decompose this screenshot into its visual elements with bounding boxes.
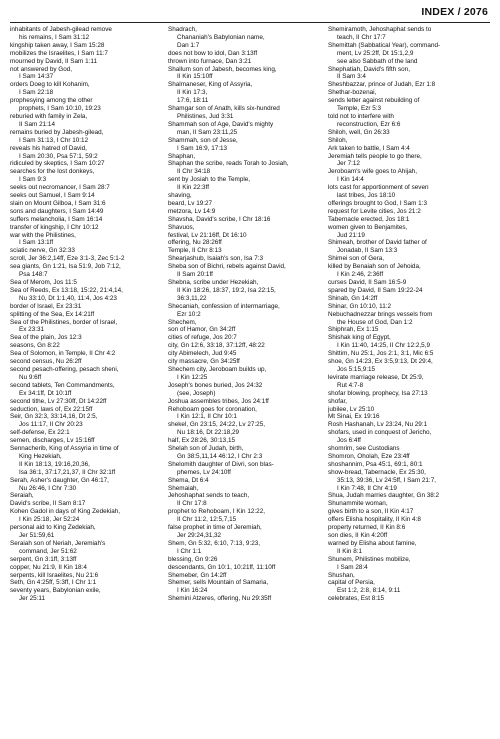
index-entry-line: war with the Philistines, <box>10 231 76 239</box>
index-entry-line: Nu 18:16, Dt 22:18,29 <box>177 429 240 437</box>
index-entry-line: Shishak king of Egypt, <box>328 334 391 342</box>
index-entry-line: I Sam 13:1ff <box>19 239 54 247</box>
index-entry-line: seeks out Samuel, I Sam 9:14 <box>10 192 95 200</box>
index-entry-line: Shittim, Nu 25:1, Jos 2:1, 3:1, Mic 6:5 <box>328 350 434 358</box>
index-entry-line: descendants, Gn 10:1, 10:21ff, 11:10ff <box>168 563 276 571</box>
index-entry-line: Mt Sinai, Ex 19:16 <box>328 413 380 421</box>
index-entry-line: prophet to Rehoboam, I Kin 12:22, <box>168 508 265 516</box>
index-entry-line: self-defense, Ex 22:1 <box>10 429 70 437</box>
index-entry-line: Shem, Gn 5:32, 6:10, 7:13, 9:23, <box>168 539 261 547</box>
index-entry-line: Joshua assembles tribes, Jos 24:1ff <box>168 397 269 405</box>
index-entry-line: Serah, Asher's daughter, Gn 46:17, <box>10 476 109 484</box>
index-entry-line: shoe, Gn 14:23, Ex 3:5,9:13, Dt 29:4, <box>328 358 433 366</box>
index-entry-line: kingship taken away, I Sam 15:28 <box>10 41 105 49</box>
index-entry-line: lots cast for apportionment of seven <box>328 184 429 192</box>
index-entry-line: II Chr 17:8 <box>177 500 207 508</box>
index-entry-line: Jonadab, II Sam 13:3 <box>337 247 398 255</box>
index-entry-line: David's scribe, II Sam 8:17 <box>10 500 86 508</box>
index-entry-line: Shadrach, <box>168 26 197 33</box>
index-entry-line: ment, Lv 25:2ff, Dt 15:1,2,9 <box>337 49 414 57</box>
index-entry-line: slain on Mount Gilboa, I Sam 31:6 <box>10 199 106 207</box>
index-entry-line: Shechem, <box>168 318 197 326</box>
index-column-3 <box>328 26 492 603</box>
index-entry-line: offerings brought to God, I Sam 1:3 <box>328 199 427 207</box>
index-entry-line: warned by Elisha about famine, <box>328 539 417 547</box>
index-entry-line: Seir, Gn 32:3, 33:14,16, Dt 2:5, <box>10 413 98 421</box>
index-entry-line: not answered by God, <box>10 65 73 73</box>
index-entry-line: seduction, laws of, Ex 22:15ff <box>10 405 93 413</box>
index-entry-line: mobilizes the Israelites, I Sam 11:7 <box>10 49 108 57</box>
index-entry-line: Shinar, Gn 10:10, 11:2 <box>328 302 392 310</box>
index-entry-line: second tithe, Lv 27:30ff, Dt 14:22ff <box>10 397 107 405</box>
index-entry-line: Shema, Dt 6:4 <box>168 476 209 484</box>
index-entry-line: festival, Lv 21:16ff, Dt 16:10 <box>168 231 247 239</box>
index-entry-line: blessing, Gn 9:26 <box>168 555 218 563</box>
index-entry-line: II Kin 18:26, 18:37, 19:2, Isa 22:15, <box>177 286 276 294</box>
index-entry-line: Seth, Gn 4:25ff, 5:3ff, I Chr 1:1 <box>10 579 97 587</box>
index-entry-line: I Sam 20:30, Psa 57:1, 59:2 <box>19 152 98 160</box>
index-entry-line: Sea of Merom, Jos 11:5 <box>10 279 77 286</box>
index-entry-line: II Chr 11:2, 12:5,7,15 <box>177 516 237 524</box>
index-entry-line: Shimei son of Gera, <box>328 255 385 263</box>
index-entry-line: inhabitants of Jabesh-gilead remove <box>10 26 112 33</box>
index-entry-line: Sheshbazzar, prince of Judah, Ezr 1:8 <box>328 81 436 89</box>
index-entry-line: Sea of the Philistines, border of Israel, <box>10 318 118 326</box>
index-entry-line: seasons, Gn 8:22 <box>10 342 60 350</box>
index-entry-line: Jos 11:17, II Chr 20:23 <box>19 421 83 429</box>
index-entry-line: Shemittah (Sabbatical Year), command- <box>328 41 441 49</box>
index-entry-line: metzora, Lv 14:9 <box>168 207 216 215</box>
index-entry-line: I Sam 14:37 <box>19 73 54 81</box>
index-entry-line: cities of refuge, Jos 20:7 <box>168 334 237 342</box>
index-entry-line: Shammah, son of Jesse, <box>168 136 238 144</box>
index-entry-line: Shearjashub, Isaiah's son, Isa 7:3 <box>168 255 264 263</box>
index-entry-line: curses David, II Sam 16:5-9 <box>328 279 407 286</box>
index-entry-line: I Kin 12:1, II Chr 10:1 <box>177 413 237 421</box>
index-entry-line: last tribes, Jos 18:10 <box>337 192 396 200</box>
index-entry-line: Shaphan, <box>168 152 196 160</box>
index-entry-line: sent by Josiah to the Temple, <box>168 176 251 184</box>
index-entry-line: false prophet in time of Jeremiah, <box>168 524 262 532</box>
index-entry-line: second census, Nu 26:2ff <box>10 358 82 366</box>
index-entry-line: Shemini Atzeres, offering, Nu 29:35ff <box>168 595 272 603</box>
index-entry-line: Seraiah, <box>10 492 34 500</box>
index-entry-line: Shephatiah, David's fifth son, <box>328 65 410 73</box>
index-entry-line: Shomron, Oholah, Eze 23:4ff <box>328 452 410 460</box>
page-header <box>10 6 490 23</box>
index-entry-line: Jos 5:15,9:15 <box>337 365 376 373</box>
index-entry-line: semen, discharges, Lv 15:16ff <box>10 437 95 445</box>
index-entry-line: Nu 33:10, Dt 1:1,40, 11:4, Jos 4:23 <box>19 294 117 302</box>
index-entry-line: Jud 21:19 <box>337 231 365 239</box>
index-entry-line: border of Israel, Ex 23:31 <box>10 302 82 310</box>
index-entry-line: II Kin 17:3, <box>177 89 208 97</box>
index-entry-line: gives birth to a son, II Kin 4:17 <box>328 508 414 516</box>
index-entry-line: the House of God, Dan 1:2 <box>337 318 413 326</box>
index-entry-line: Dan 1:7 <box>177 41 200 49</box>
index-entry-line: copper, Nu 21:9, II Kin 18:4 <box>10 563 87 571</box>
index-entry-line: Psa 148:7 <box>19 271 48 279</box>
index-entry-line: offers Elisha hospitality, II Kin 4:8 <box>328 516 421 524</box>
index-entry-line: Shushan, <box>328 571 355 579</box>
index-entry-line: command, Jer 51:62 <box>19 547 77 555</box>
index-entry-line: II Kin 8:1 <box>337 547 363 555</box>
index-entry-line: sons and daughters, I Sam 14:49 <box>10 207 104 215</box>
index-entry-line: son of Hamor, Gn 34:2ff <box>168 326 236 334</box>
index-entry-line: request for Levite cities, Jos 21:2 <box>328 207 421 215</box>
index-entry-line: Jeremiah tells people to go there, <box>328 152 422 160</box>
index-entry-line: shekel, Gn 23:15, 24:22, Lv 27:25, <box>168 421 265 429</box>
index-entry-line: Temple, Ezr 5:3 <box>337 105 382 113</box>
index-entry-line: Shelomith daughter of Divri, son blas- <box>168 460 274 468</box>
index-entry-line: II Chr 34:18 <box>177 168 211 176</box>
index-entry-line: Jer 7:12 <box>337 160 360 168</box>
index-entry-line: Shiphrah, Ex 1:15 <box>328 326 379 334</box>
index-entry-line: Shallum son of Jabesh, becomes king, <box>168 65 277 73</box>
index-entry-line: Nu 9:6ff <box>19 373 42 381</box>
index-entry-line: women given to Benjamites, <box>328 223 408 231</box>
index-entry-line: Shechem city, Jeroboam builds up, <box>168 365 267 373</box>
index-entry-line: shofar, <box>328 397 348 405</box>
index-entry-line: I Kin 25:18, Jer 52:24 <box>19 516 80 524</box>
index-entry-line: Shimeah, brother of David father of <box>328 239 427 247</box>
index-entry-line: Jehoshaphat sends to teach, <box>168 492 250 500</box>
running-head: INDEX / 2076 <box>421 6 488 18</box>
index-entry-line: city, Gn 12:6, 33:18, 37:12ff, 48:22 <box>168 342 265 350</box>
index-entry-line: splitting of the Sea, Ex 14:21ff <box>10 310 95 318</box>
index-entry-line: Nu 26:46, I Chr 7:30 <box>19 484 77 492</box>
index-entry-line: reveals his hatred of David, <box>10 144 87 152</box>
index-entry-line: Shemiramoth, Jehoshaphat sends to <box>328 26 432 33</box>
index-entry-line: Ex 34:1ff, Dt 10:1ff <box>19 389 72 397</box>
index-entry-line: Rosh Hashanah, Lv 23:24, Nu 29:1 <box>328 421 428 429</box>
index-entry-line: prophesying among the other <box>10 97 93 105</box>
index-entry-line: jubilee, Lv 25:10 <box>328 405 375 413</box>
index-entry-line: Sea of the plain, Jos 12:3 <box>10 334 82 342</box>
index-entry-line: killed by Benaiah son of Jehoida, <box>328 263 421 271</box>
index-entry-line: Shua, Judah marries daughter, Gn 38:2 <box>328 492 440 500</box>
index-entry-line: I Sam 28:4 <box>337 563 368 571</box>
index-entry-line: Ezr 10:2 <box>177 310 201 318</box>
index-entry-line: city Abimelech, Jud 9:45 <box>168 350 237 358</box>
index-column-1 <box>10 26 168 603</box>
index-entry-line: Shelah son of Judah, birth, <box>168 445 244 453</box>
index-entry-line: Joseph's bones buried, Jos 24:32 <box>168 381 263 389</box>
index-entry-line: suffers melancholia, I Sam 16:14 <box>10 215 103 223</box>
index-entry-line: I Kin 14:4 <box>337 176 364 184</box>
index-entry-line: II Kin 15:10ff <box>177 73 213 81</box>
index-entry-line: 17:6, 18:11 <box>177 97 209 105</box>
index-entry-line: scroll, Jer 36:2,14ff, Eze 3:1-3, Zec 5:1-2 <box>10 255 125 263</box>
index-entry-line: sends letter against rebuilding of <box>328 97 420 105</box>
index-entry-line: Jer 29:24,31,32 <box>177 532 222 539</box>
index-entry-line: beard, Lv 19:27 <box>168 199 213 207</box>
index-entry-line: Isa 36:1, 37:17,21,37, II Chr 32:1ff <box>19 468 116 476</box>
index-entry-line: see also Sabbath of the land <box>337 57 418 65</box>
index-entry-line: sea giants, Gn 1:21, Isa 51:9, Job 7:12, <box>10 263 121 271</box>
index-entry-line: I Kin 2:46, 2:36ff <box>337 271 384 279</box>
index-entry-line: (see, Joseph) <box>177 389 216 397</box>
index-entry-line: property returned, II Kin 8:6 <box>328 524 406 532</box>
index-entry-line: Seraiah son of Neriah, Jeremiah's <box>10 539 106 547</box>
index-entry-line: serpents, kill Israelites, Nu 21:6 <box>10 571 99 579</box>
index-entry-line: shofar blowing, prophecy, Isa 27:13 <box>328 389 428 397</box>
index-entry-line: Shavuos, <box>168 223 195 231</box>
index-entry-line: I Kin 16:24 <box>177 587 208 595</box>
index-entry-line: reburied with family in Zela, <box>10 112 88 120</box>
index-entry-line: seeks out necromancer, I Sam 28:7 <box>10 184 110 192</box>
index-entry-line: Shecaniah, confession of intermarriage, <box>168 302 280 310</box>
index-entry-line: Gn 38:5,11,14 46:12, I Chr 2:3 <box>177 452 263 460</box>
index-entry-line: II Kin 22:3ff <box>177 184 209 192</box>
index-entry-line: Shemeber, Gn 14:2ff <box>168 571 227 579</box>
index-entry-line: remains buried by Jabesh-gilead, <box>10 128 104 136</box>
index-entry-line: city massacre, Gn 34:25ff <box>168 358 240 366</box>
index-entry-line: I Kin 12:25 <box>177 373 208 381</box>
index-columns <box>10 26 494 603</box>
index-entry-line: Rut 4:7-8 <box>337 381 364 389</box>
index-entry-line: prophets, I Sam 10:10, 19:23 <box>19 105 101 113</box>
index-entry-line: I Sam 16:9, 17:13 <box>177 144 228 152</box>
index-entry-line: thrown into furnace, Dan 3:21 <box>168 57 252 65</box>
index-entry-line: orders Doeg to kill Kohanim, <box>10 81 90 89</box>
index-entry-line: Shunammite woman, <box>328 500 388 508</box>
index-entry-line: Nebuchadnezzar brings vessels from <box>328 310 433 318</box>
index-entry-line: I Kin 11:40, 14:25, II Chr 12:2,5,9 <box>337 342 430 350</box>
index-entry-line: capital of Persia, <box>328 579 375 587</box>
index-entry-line: second tablets, Ten Commandments, <box>10 381 115 389</box>
index-entry-line: Shiloh, well, Gn 26:33 <box>328 128 390 136</box>
index-entry-line: Sheba son of Bichri, rebels against David, <box>168 263 286 271</box>
index-entry-line: Rehoboam goes for coronation, <box>168 405 257 413</box>
index-entry-line: Sea of Reeds, Ex 13:18, 15:22, 21:4,14, <box>10 286 123 294</box>
index-entry-line: Shinab, Gn 14:2ff <box>328 294 378 302</box>
index-entry-line: personal aid to King Zedekiah, <box>10 524 96 532</box>
index-entry-line: I Kin 7:48, II Chr 4:19 <box>337 484 397 492</box>
index-entry-line: Shamgar son of Anath, kills six-hundred <box>168 105 280 113</box>
index-entry-line: Ex 23:31 <box>19 326 45 334</box>
index-entry-line: sciatic nerve, Gn 32:33 <box>10 247 75 255</box>
index-entry-line: Shethar-bozenai, <box>328 89 377 97</box>
index-entry-line: I Chr 1:1 <box>177 547 202 555</box>
index-entry-line: phemes, Lv 24:10ff <box>177 468 231 476</box>
index-entry-line: shofars, used in conquest of Jericho, <box>328 429 432 437</box>
index-entry-line: spared by David, II Sam 19:22-24 <box>328 286 423 294</box>
index-entry-line: serpent, Gn 3:1ff, 3:13ff <box>10 555 77 563</box>
index-entry-line: I Sam 22:18 <box>19 89 54 97</box>
index-entry-line: Tabernacle erected, Jos 18:1 <box>328 215 410 223</box>
index-entry-line: Shemer, sells Mountain of Samaria, <box>168 579 269 587</box>
index-entry-line: Philistines, Jud 3:31 <box>177 112 234 120</box>
index-entry-line: shomrim, see Custodians <box>328 445 400 453</box>
index-entry-line: offering, Nu 28:26ff <box>168 239 222 247</box>
index-entry-line: II Kin 18:13, 19:16,20,36, <box>19 460 90 468</box>
index-entry-line: Shebna, scribe under Hezekiah, <box>168 279 259 286</box>
index-entry-line: shoshannim, Psa 45:1, 69:1, 80:1 <box>328 460 423 468</box>
index-entry-line: I Sam 9:3 <box>19 176 47 184</box>
index-entry-line: celebrates, Est 8:15 <box>328 595 385 603</box>
index-entry-line: son dies, II Kin 4:20ff <box>328 532 388 539</box>
index-entry-line: King Hezekiah, <box>19 452 62 460</box>
index-entry-line: Shavsha, David's scribe, I Chr 18:16 <box>168 215 271 223</box>
index-entry-line: Ark taken to battle, I Sam 4:4 <box>328 144 410 152</box>
index-entry-line: man, II Sam 23:11,25 <box>177 128 238 136</box>
index-entry-line: Temple, II Chr 8:13 <box>168 247 222 255</box>
index-entry-line: Shaphan the scribe, reads Torah to Josiah, <box>168 160 289 168</box>
index-entry-line: half, Ex 28:26, 30:13,15 <box>168 437 236 445</box>
index-entry-line: searches for the lost donkeys, <box>10 168 95 176</box>
index-entry-line: reconstruction, Ezr 6:6 <box>337 120 401 128</box>
index-entry-line: Jeroboam's wife goes to Ahijah, <box>328 168 418 176</box>
index-entry-line: I Sam 31:13, I Chr 10:12 <box>19 136 89 144</box>
index-entry-line: Shammah son of Age, David's mighty <box>168 120 274 128</box>
index-entry-line: does not bow to idol, Dan 3:13ff <box>168 49 258 57</box>
index-entry-line: teach, II Chr 17:7 <box>337 33 386 41</box>
index-entry-line: Sennacherib, King of Assyria in time of <box>10 445 119 453</box>
index-entry-line: Shalmaneser, King of Assyria, <box>168 81 253 89</box>
index-entry-line: Jos 6:4ff <box>337 437 361 445</box>
index-entry-line: Jer 25:11 <box>19 595 45 603</box>
index-entry-line: show-bread, Tabernacle, Ex 25:30, <box>328 468 426 476</box>
index-entry-line: second pesach-offering, pesach sheni, <box>10 365 119 373</box>
index-entry-line: Est 1:2, 2:8, 8:14, 9:11 <box>337 587 401 595</box>
index-entry-line: II Sam 20:1ff <box>177 271 213 279</box>
index-entry-line: Kohen Gadol in days of King Zedekiah, <box>10 508 121 516</box>
index-entry-line: mourned by David, II Sam 1:11 <box>10 57 97 65</box>
index-entry-line: II Sam 21:14 <box>19 120 55 128</box>
index-entry-line: ridiculed by skeptics, I Sam 10:27 <box>10 160 105 168</box>
index-entry-line: Chananiah's Babylonian name, <box>177 33 265 41</box>
index-entry-line: his remains, I Sam 31:12 <box>19 33 90 41</box>
index-entry-line: levirate marriage release, Dt 25:9, <box>328 373 424 381</box>
index-entry-line: Shiloh, <box>328 136 348 144</box>
index-column-2 <box>168 26 328 603</box>
index-entry-line: Jer 51:59,61 <box>19 532 55 539</box>
index-entry-line: Sea of Solomon, in Temple, II Chr 4:2 <box>10 350 116 358</box>
index-entry-line: Shunem, Philistines mobilize, <box>328 555 411 563</box>
index-entry-line: 35:13, 39:36, Lv 24:5ff, I Sam 21:7, <box>337 476 436 484</box>
index-entry-line: Shemaiah, <box>168 484 199 492</box>
index-entry-line: II Sam 3:4 <box>337 73 366 81</box>
index-entry-line: shaving, <box>168 192 192 200</box>
index-entry-line: seventy years, Babylonian exile, <box>10 587 101 595</box>
index-entry-line: 36:3,11,22 <box>177 294 207 302</box>
index-entry-line: told not to interfere with <box>328 112 394 120</box>
index-entry-line: transfer of kingship, I Chr 10:12 <box>10 223 99 231</box>
